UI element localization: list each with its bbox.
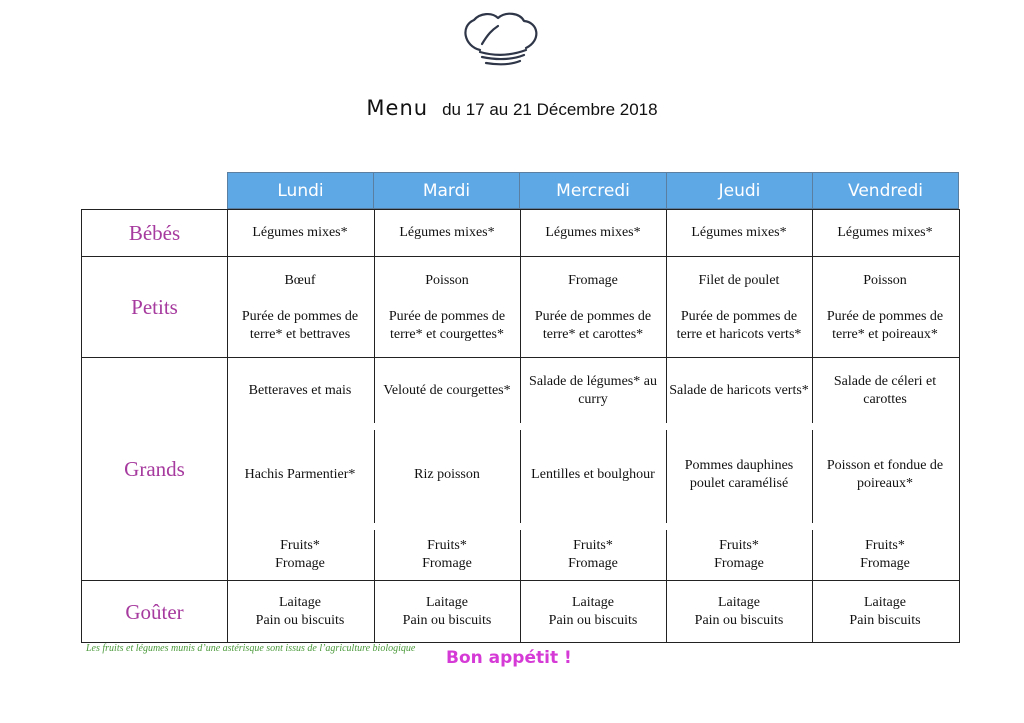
petits-side: Purée de pommes de terre* et courgettes* xyxy=(388,309,506,342)
grands-dessert-mardi xyxy=(374,532,520,578)
row-label-grands: Grands xyxy=(124,456,185,481)
bebes-meal-lundi: Légumes mixes* xyxy=(252,225,348,240)
day-header-mercredi: Mercredi xyxy=(519,172,667,209)
petits-main: Poisson xyxy=(863,273,907,288)
gouter-mercredi xyxy=(520,585,666,639)
page-title xyxy=(0,96,1024,120)
menu-date-range: du 17 au 21 Décembre 2018 xyxy=(442,100,658,119)
grands-starter-vendredi: Salade de céleri et carottes xyxy=(833,374,937,407)
day-header-jeudi: Jeudi xyxy=(666,172,813,209)
row-label-petits: Petits xyxy=(131,294,178,319)
petits-meal-mardi xyxy=(374,260,520,356)
day-header-mardi: Mardi xyxy=(373,172,520,209)
subrow-gap xyxy=(228,523,959,530)
gouter-lundi xyxy=(227,585,373,639)
gouter-line: Laitage xyxy=(572,595,614,610)
chef-hat-icon xyxy=(458,10,544,66)
gouter-line: Pain ou biscuits xyxy=(402,613,492,628)
bebes-meal-mercredi: Légumes mixes* xyxy=(545,225,641,240)
gouter-mardi xyxy=(374,585,520,639)
dessert-cheese: Fromage xyxy=(422,556,472,571)
row-label-bebes: Bébés xyxy=(128,220,181,245)
gouter-line: Laitage xyxy=(426,595,468,610)
dessert-cheese: Fromage xyxy=(714,556,764,571)
bon-appetit-text: Bon appétit ! xyxy=(446,648,572,668)
dessert-cheese: Fromage xyxy=(275,556,325,571)
grands-dessert-vendredi xyxy=(812,532,958,578)
grands-dessert-jeudi xyxy=(666,532,812,578)
gouter-jeudi xyxy=(666,585,812,639)
gouter-line: Pain ou biscuits xyxy=(255,613,345,628)
gouter-line: Pain ou biscuits xyxy=(548,613,638,628)
grands-dessert-mercredi xyxy=(520,532,666,578)
grands-main-mardi: Riz poisson xyxy=(414,467,480,482)
petits-side: Purée de pommes de terre* et poireaux* xyxy=(826,309,944,342)
dessert-cheese: Fromage xyxy=(860,556,910,571)
petits-meal-lundi xyxy=(227,260,373,356)
grands-starter-mercredi: Salade de légumes* au curry xyxy=(529,374,657,407)
gouter-line: Pain biscuits xyxy=(849,613,921,628)
gouter-vendredi xyxy=(812,585,958,639)
menu-title: Menu xyxy=(366,96,429,120)
grands-starter-mardi: Velouté de courgettes* xyxy=(383,383,511,398)
dessert-fruit: Fruits* xyxy=(719,538,759,553)
petits-meal-jeudi xyxy=(666,260,812,356)
grands-starter-jeudi: Salade de haricots verts* xyxy=(669,383,809,398)
grands-dessert-lundi xyxy=(227,532,373,578)
gouter-line: Laitage xyxy=(864,595,906,610)
subrow-gap xyxy=(228,423,959,430)
grands-main-lundi: Hachis Parmentier* xyxy=(244,467,356,482)
gouter-line: Laitage xyxy=(718,595,760,610)
petits-meal-mercredi xyxy=(520,260,666,356)
dessert-fruit: Fruits* xyxy=(573,538,613,553)
dessert-fruit: Fruits* xyxy=(865,538,905,553)
petits-side: Purée de pommes de terre et haricots verts* xyxy=(676,309,802,342)
petits-meal-vendredi xyxy=(812,260,958,356)
bebes-meal-jeudi: Légumes mixes* xyxy=(691,225,787,240)
grands-main-mercredi: Lentilles et boulghour xyxy=(531,467,655,482)
petits-main: Bœuf xyxy=(284,273,316,288)
dessert-cheese: Fromage xyxy=(568,556,618,571)
organic-footnote: Les fruits et légumes munis d’une astérisque sont issus de l’agriculture biologique xyxy=(86,643,416,654)
petits-main: Poisson xyxy=(425,273,469,288)
petits-main: Filet de poulet xyxy=(698,273,780,288)
grands-main-jeudi: Pommes dauphines poulet caramélisé xyxy=(684,458,794,491)
bebes-meal-vendredi: Légumes mixes* xyxy=(837,225,933,240)
row-label-gouter: Goûter xyxy=(125,599,184,624)
gouter-line: Laitage xyxy=(279,595,321,610)
gouter-line: Pain ou biscuits xyxy=(694,613,784,628)
day-header-vendredi: Vendredi xyxy=(812,172,959,209)
petits-main: Fromage xyxy=(568,273,618,288)
dessert-fruit: Fruits* xyxy=(280,538,320,553)
petits-side: Purée de pommes de terre* et carottes* xyxy=(534,309,652,342)
petits-side: Purée de pommes de terre* et bettraves xyxy=(241,309,359,342)
dessert-fruit: Fruits* xyxy=(427,538,467,553)
day-header-lundi: Lundi xyxy=(227,172,374,209)
grands-starter-lundi: Betteraves et mais xyxy=(248,383,352,398)
bebes-meal-mardi: Légumes mixes* xyxy=(399,225,495,240)
grands-main-vendredi: Poisson et fondue de poireaux* xyxy=(826,458,944,491)
